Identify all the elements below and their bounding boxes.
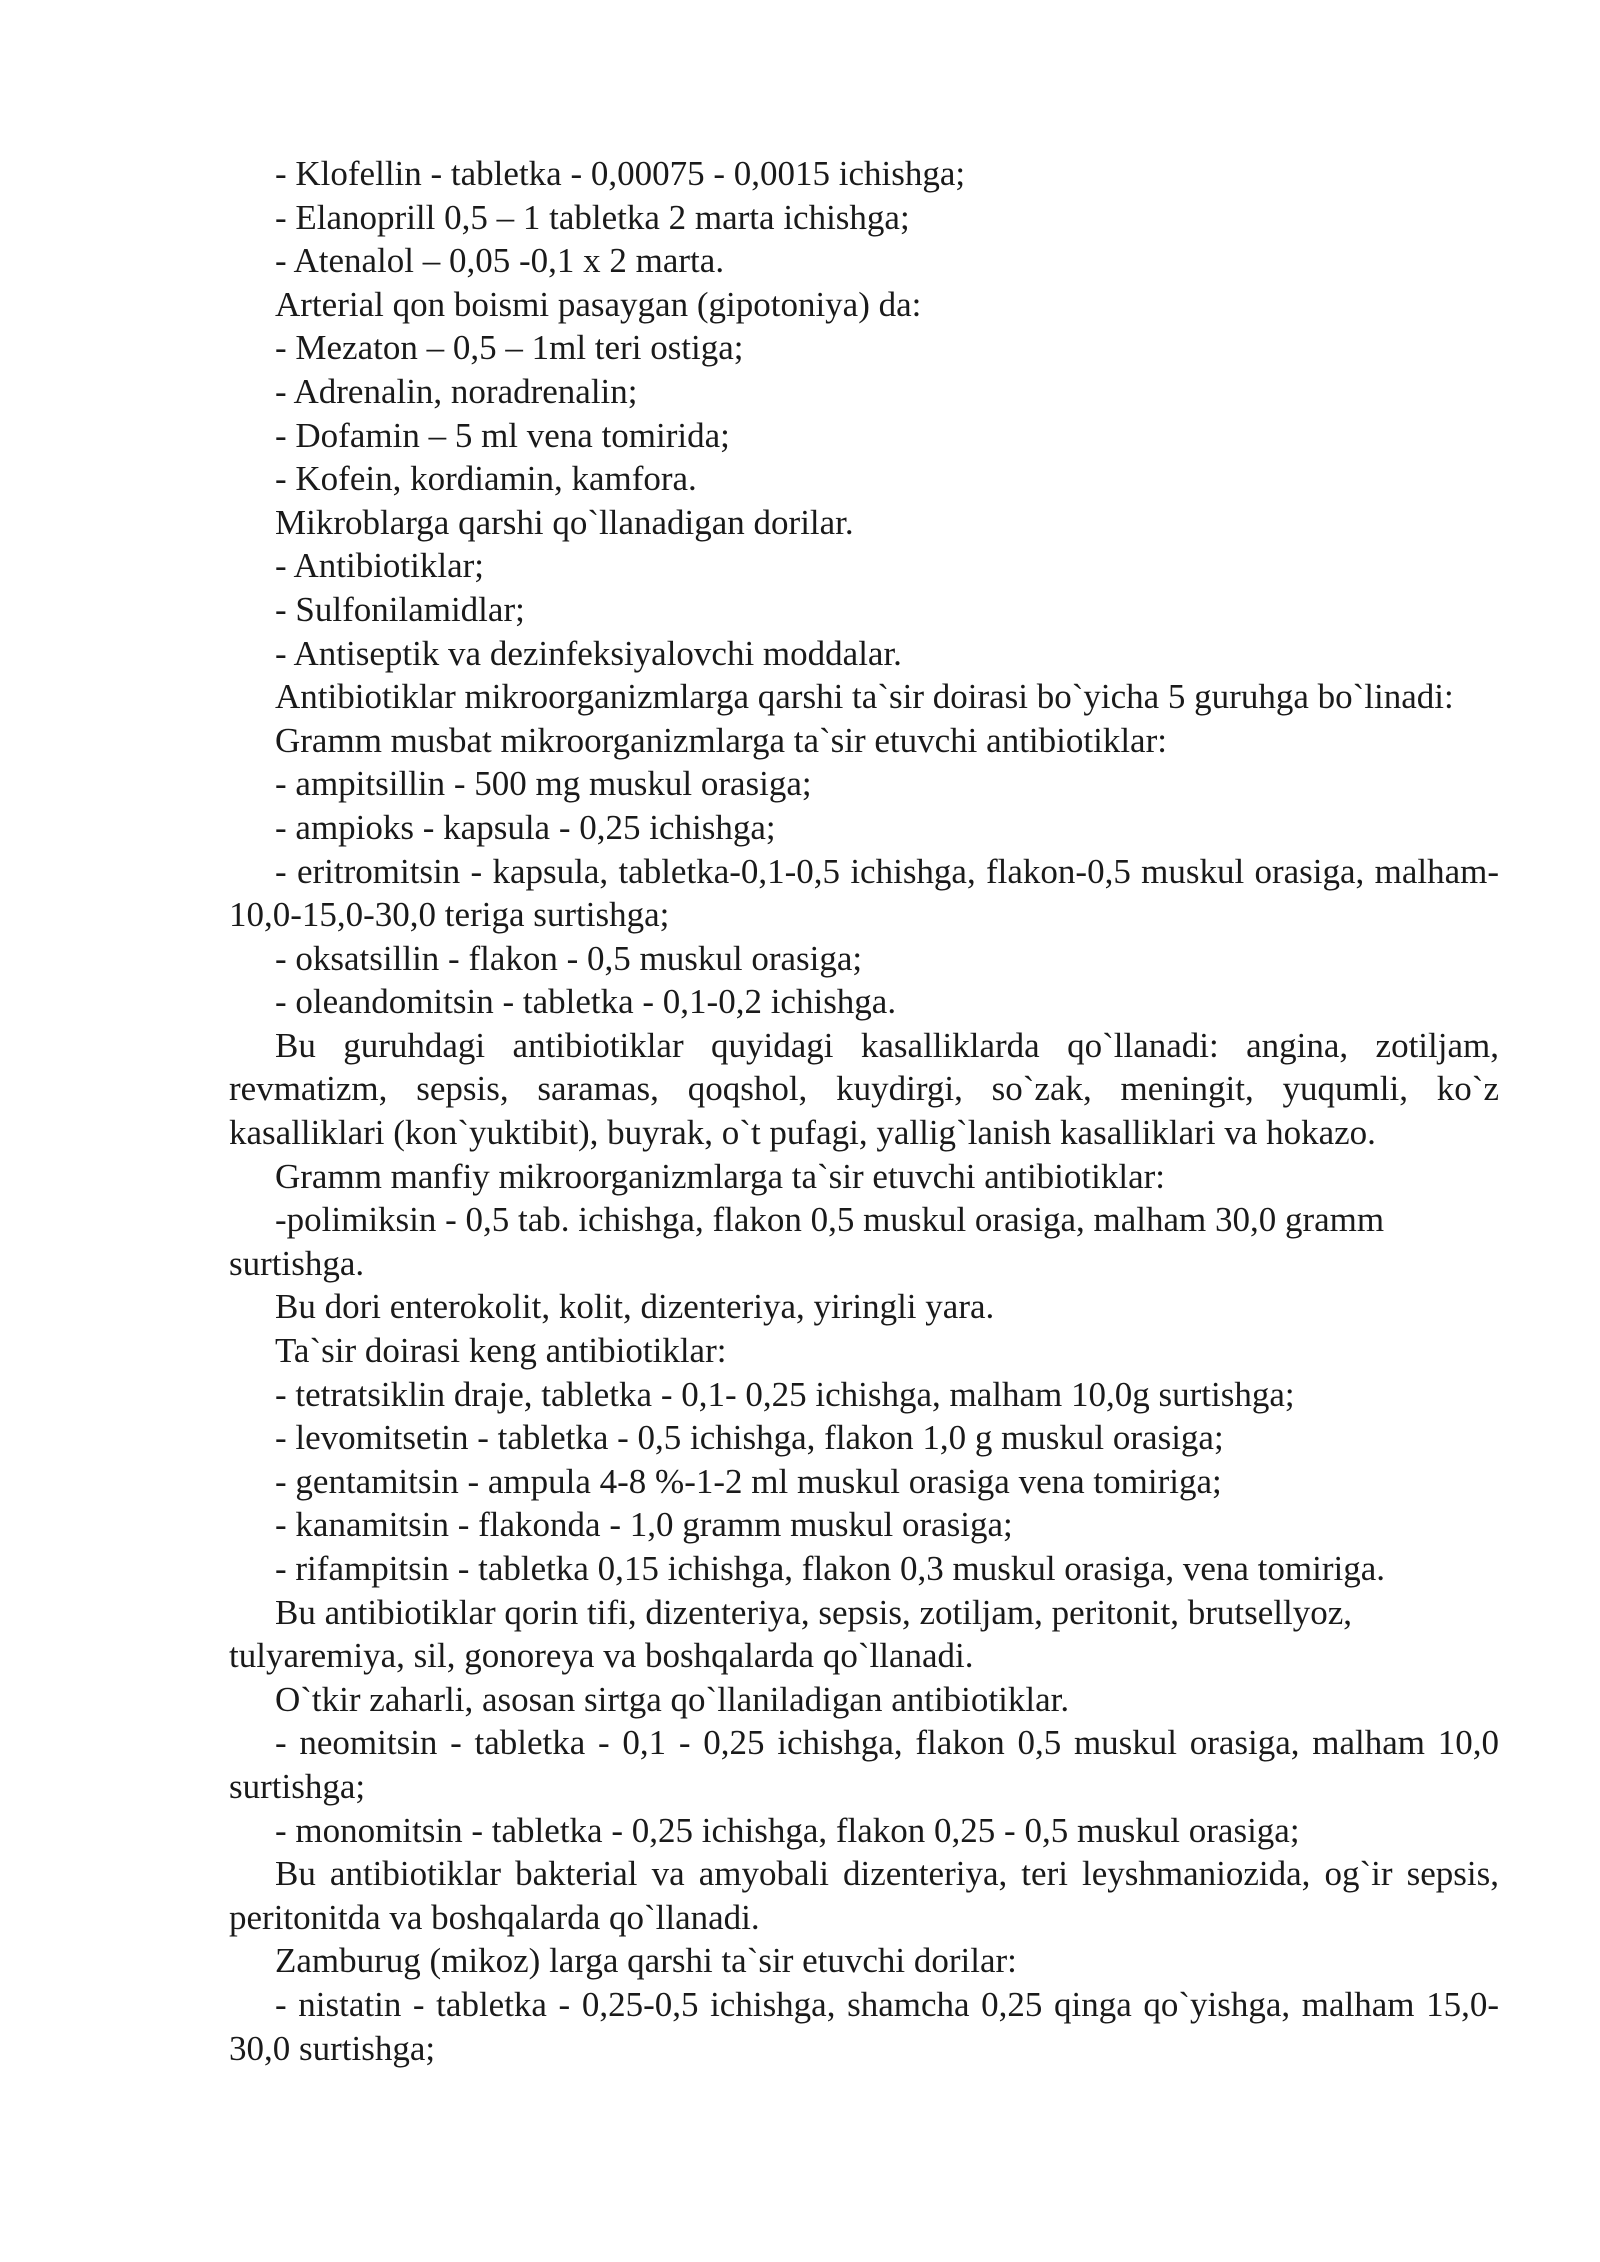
paragraph: - Mezaton – 0,5 – 1ml teri ostiga; [275,328,744,368]
paragraph: - levomitsetin - tabletka - 0,5 ichishga, flakon 1,0 g muskul orasiga; [275,1418,1224,1458]
paragraph: Bu antibiotiklar bakterial va amyobali dizenteriya, teri leyshmaniozida, og`ir sepsis, peritonitda va boshqalarda qo`llanadi. [229,1854,1499,1937]
paragraph: - rifampitsin - tabletka 0,15 ichishga, flakon 0,3 muskul orasiga, vena tomiriga. [275,1549,1386,1588]
paragraph: - ampioks - kapsula - 0,25 ichishga; [275,807,776,847]
paragraph: - Elanoprill 0,5 – 1 tabletka 2 marta ichishga; [275,197,910,237]
paragraph: - Dofamin – 5 ml vena tomirida; [275,415,730,455]
paragraph: -polimiksin - 0,5 tab. ichishga, flakon 0,5 muskul orasiga, malham 30,0 gramm surtishga. [229,1200,1385,1283]
paragraph: Bu guruhdagi antibiotiklar quyidagi kasalliklarda qo`llanadi: angina, zotiljam, revmatizm, sepsis, saramas, qoqshol, kuydirgi, so`zak, meningit, yuqumli, ko`z kasalliklari (kon`yuktibit), buyrak, o`t pufagi, yallig`lanish kasalliklari va hokazo. [229,1025,1499,1153]
paragraph: - nistatin - tabletka - 0,25-0,5 ichishga, shamcha 0,25 qinga qo`yishga, malham 15,0-30,0 surtishga; [229,1984,1499,2068]
paragraph: - Atenalol – 0,05 -0,1 x 2 marta. [275,241,725,281]
paragraph: - Klofellin - tabletka - 0,00075 - 0,0015 ichishga; [275,154,966,193]
section-heading: Zamburug (mikoz) larga qarshi ta`sir etuvchi dorilar: [275,1941,1017,1981]
section-heading: Mikroblarga qarshi qo`llanadigan dorilar. [275,502,854,542]
paragraph: - oksatsillin - flakon - 0,5 muskul orasiga; [275,938,863,978]
paragraph: - Kofein, kordiamin, kamfora. [275,459,697,499]
paragraph: - oleandomitsin - tabletka - 0,1-0,2 ichishga. [275,982,897,1022]
paragraph: Bu antibiotiklar qorin tifi, dizenteriya, sepsis, zotiljam, peritonit, brutsellyoz, tulyaremiya, sil, gonoreya va boshqalarda qo`llanadi. [229,1592,1353,1676]
paragraph: - eritromitsin - kapsula, tabletka-0,1-0,5 ichishga, flakon-0,5 muskul orasiga, malham-10,0-15,0-30,0 teriga surtishga; [229,851,1499,935]
paragraph: - monomitsin - tabletka - 0,25 ichishga, flakon 0,25 - 0,5 muskul orasiga; [275,1810,1300,1850]
section-heading: Ta`sir doirasi keng antibiotiklar: [275,1331,727,1371]
paragraph: - Antiseptik va dezinfeksiyalovchi moddalar. [275,633,902,673]
paragraph: Arterial qon boismi pasaygan (gipotoniya) da: [275,284,922,324]
paragraph: - Antibiotiklar; [275,546,485,586]
section-heading: Gramm musbat mikroorganizmlarga ta`sir etuvchi antibiotiklar: [275,720,1167,760]
document-page [229,152,1499,2070]
paragraph: Bu dori enterokolit, kolit, dizenteriya, yiringli yara. [275,1287,995,1327]
paragraph: - kanamitsin - flakonda - 1,0 gramm muskul orasiga; [275,1505,1013,1545]
paragraph: - Sulfonilamidlar; [275,589,525,629]
paragraph: - tetratsiklin draje, tabletka - 0,1- 0,25 ichishga, malham 10,0g surtishga; [275,1374,1295,1414]
paragraph: - gentamitsin - ampula 4-8 %-1-2 ml muskul orasiga vena tomiriga; [275,1461,1222,1501]
section-heading: O`tkir zaharli, asosan sirtga qo`llaniladigan antibiotiklar. [275,1679,1070,1719]
paragraph: Antibiotiklar mikroorganizmlarga qarshi ta`sir doirasi bo`yicha 5 guruhga bo`linadi: [275,677,1454,717]
paragraph: - ampitsillin - 500 mg muskul orasiga; [275,764,812,804]
paragraph: - neomitsin - tabletka - 0,1 - 0,25 ichishga, flakon 0,5 muskul orasiga, malham 10,0 surtishga; [229,1723,1499,1806]
paragraph: - Adrenalin, noradrenalin; [275,371,638,411]
section-heading: Gramm manfiy mikroorganizmlarga ta`sir etuvchi antibiotiklar: [275,1156,1165,1196]
